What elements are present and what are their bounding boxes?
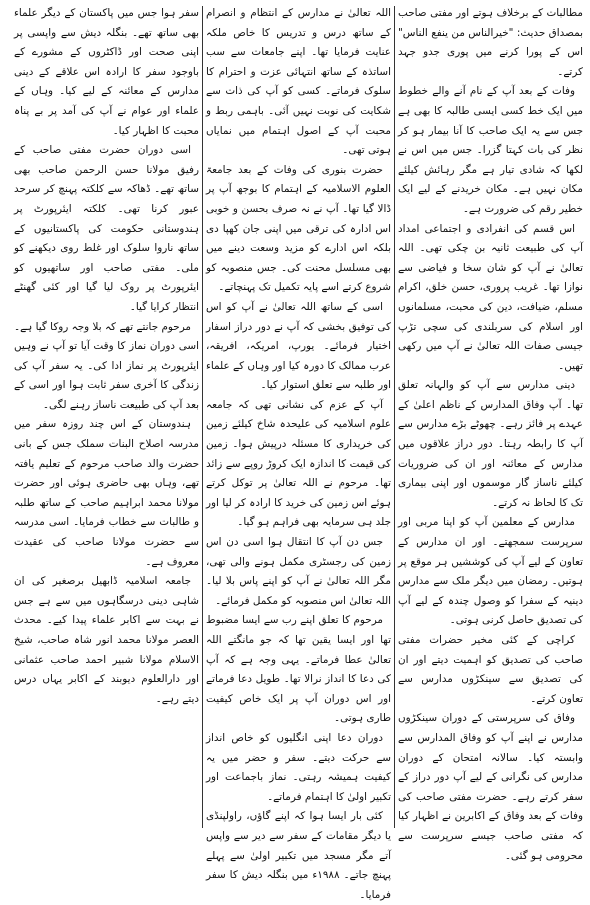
paragraph: کئی بار ایسا ہوا کہ اپنے گاؤں، راولپنڈی یا دیگر مقامات کے سفر سے دیر سے واپس آتے مگر مسجد میں تکبیر اولیٰ سے پہلے پہنچ جاتے۔ ۱۹۸۸ء میں بنگلہ دیش کا سفر فرمایا۔ bbox=[206, 810, 391, 901]
paragraph: مرحوم جانتے تھے کہ بلا وجہ روکا گیا ہے۔ اسی دوران نماز کا وقت آیا تو آپ نے وہیں ایئرپورٹ پر نماز ادا کی۔ یہ سفر آپ کی زندگی کا آخری سفر ثابت ہوا اور اسی کے بعد آپ کی طبیعت ناساز رہنے لگی۔ bbox=[14, 320, 199, 411]
paragraph: اس قسم کی انفرادی و اجتماعی امداد آپ کی طبیعت ثانیہ بن چکی تھی۔ اللہ تعالیٰ نے آپ کو شان سخا و فیاضی سے نوازا تھا۔ غریب پروری، حسن خلق، اکرام مسلم، ضیافت، دین کی محبت، مسلمانوں اور اسلام کی سربلندی کی سچی تڑپ جیسی صفات اللہ تعالیٰ نے آپ میں رکھی تھیں۔ bbox=[398, 222, 583, 372]
paragraph: جس دن آپ کا انتقال ہوا اسی دن اس زمین کی رجسٹری مکمل ہونے والی تھی، مگر اللہ تعالیٰ نے آپ کو اپنے پاس بلا لیا۔ اللہ تعالیٰ اس منصوبہ کو مکمل فرمائے۔ bbox=[206, 536, 391, 607]
paragraph: جامعہ اسلامیہ ڈابھیل برصغیر کی ان شاہی دینی درسگاہوں میں سے ہے جس نے بہت سے اکابر علماء پیدا کیے۔ محدث العصر مولانا محمد انور شاہ صاحب، شیخ الاسلام مولانا شبیر احمد صاحب عثمانی اور دارالعلوم دیوبند کے اکابر یہاں درس دیتے رہے۔ bbox=[14, 575, 199, 705]
column-divider bbox=[202, 6, 203, 828]
paragraph: وفاق کی سرپرستی کے دوران سینکڑوں مدارس نے اپنے آپ کو وفاق المدارس سے وابستہ کیا۔ سالانہ امتحان کے دوران مدارس کی نگرانی کے لیے آپ دور دراز کے سفر کرتے رہے۔ حضرت مفتی صاحب کی وفات کے بعد وفاق کے اکابرین نے اظہار کیا کہ مفتی صاحب جیسے سرپرست سے محرومی ہو گئی۔ bbox=[398, 712, 583, 862]
paragraph: اللہ تعالیٰ نے مدارس کے انتظام و انصرام کے ساتھ درس و تدریس کا خاص ملکہ عنایت فرمایا تھا۔ اپنے جامعات سے سب اساتذہ کے ساتھ انتہائی عزت و احترام کا سلوک فرماتے۔ کسی کو آپ کی ذات سے شکایت کی نوبت نہیں آئی۔ باہمی ربط و محبت آپ کے اصول اہتمام میں نمایاں ہوتی تھی۔ bbox=[206, 7, 391, 157]
paragraph: ہندوستان کے اس چند روزہ سفر میں مدرسہ اصلاح البنات سملک جس کے بانی حضرت والد صاحب مرحوم کے تعلیم یافتہ تھے، وہاں بھی حاضری ہوئی اور حضرت مولانا محمد ابراہیم صاحب کے ساتھ طلبہ و طالبات سے خطاب فرمایا۔ اسی مدرسہ سے حضرت مولانا صاحب کی عقیدت معروف ہے۔ bbox=[14, 418, 199, 568]
column-middle bbox=[203, 4, 394, 901]
paragraph: اسی کے ساتھ اللہ تعالیٰ نے آپ کو اس کی توفیق بخشی کہ آپ نے دور دراز اسفار اختیار فرمائے۔ یورپ، امریکہ، افریقہ، عرب ممالک کا دورہ کیا اور وہاں کے علماء اور طلبہ سے تعلق استوار کیا۔ bbox=[205, 300, 391, 392]
paragraph: دوران دعا اپنی انگلیوں کو خاص انداز سے حرکت دیتے۔ سفر و حضر میں یہ کیفیت ہمیشہ رہتی۔ نماز باجماعت اور تکبیر اولیٰ کا اہتمام فرماتے۔ bbox=[206, 731, 391, 803]
paragraph: مدارس کے معلمین آپ کو اپنا مربی اور سرپرست سمجھتے۔ اور ان مدارس کے تعاون کے لیے آپ کی کوششیں ہر موقع پر ہوتیں۔ رمضان میں دیگر ملک سے مدارس دینیہ کے سفرا کو وصول چندہ کے لیے آپ کی تصدیق حاصل کرنی ہوتی۔ bbox=[398, 516, 583, 627]
paragraph: دینی مدارس سے آپ کو والہانہ تعلق تھا۔ آپ وفاق المدارس کے ناظم اعلیٰ کے عہدے پر فائز رہے۔ چھوٹے بڑے مدارس سے آپ کا رابطہ رہتا۔ دور دراز علاقوں میں مدارس کے معائنہ اور ان کی ضروریات کیلئے ناساز گار موسموں اور اپنی بیماری تک کا لحاظ نہ کرتے۔ bbox=[398, 379, 583, 509]
column-left bbox=[11, 4, 202, 834]
paragraph: حضرت بنوری کی وفات کے بعد جامعۃ العلوم الاسلامیہ کے اہتمام کا بوجھ آپ پر ڈالا گیا تھا۔ آپ نے نہ صرف بحسن و خوبی اس ادارہ کی ترقی میں اپنی جان کھپا دی بلکہ اس ادارے کو مزید وسعت دینے میں بھی مسلسل محنت کی۔ جس منصوبہ کو شروع کرتے اسے پایہ تکمیل تک پہنچاتے۔ bbox=[206, 163, 391, 294]
column-divider bbox=[394, 6, 395, 828]
paragraph: مطالبات کے برخلاف ہوتے اور مفتی صاحب بمصداق حدیث: "خیرالناس من ینفع الناس" اس کے پورا کرنے میں پوری جدو جہد کرتے۔ bbox=[398, 7, 583, 78]
column-right bbox=[395, 4, 586, 862]
paragraph: سفر ہوا جس میں پاکستان کے دیگر علماء بھی ساتھ تھے۔ بنگلہ دیش سے واپسی پر اپنی صحت اور ڈاکٹروں کے مشورے کے باوجود سفر کا ارادہ اس علاقے کے دینی مدارس کے معائنہ کے لیے کیا۔ وہاں کے علماء اور عوام نے آپ کی آمد پر بے پناہ محبت کا اظہار کیا۔ bbox=[14, 7, 199, 137]
paragraph: آپ کے عزم کی نشانی تھی کہ جامعہ علوم اسلامیہ کی علیحدہ شاخ کیلئے زمین کی خریداری کا مسئلہ درپیش ہوا۔ زمین کی قیمت کا اندازہ ایک کروڑ روپے سے زائد تھا۔ مرحوم نے اللہ تعالیٰ پر توکل کرتے ہوئے اس زمین کی خرید کا ارادہ کر لیا اور جلد ہی سرمایہ بھی فراہم ہو گیا۔ bbox=[206, 398, 391, 529]
paragraph: وفات کے بعد آپ کے نام آنے والے خطوط میں ایک خط کسی ایسی طالبہ کا بھی ہے جس سے یہ ایک صاحب کا آنا بیمار ہو کر نظر کی بات کہتا گزرا۔ جس میں اس نے لکھا کہ شادی تیار ہے مگر رہائش کیلئے مکان نہیں ہے۔ مکان خریدنے کے لیے ایک خطیر رقم کی ضرورت ہے۔ bbox=[398, 85, 583, 215]
paragraph: کراچی کے کئی مخیر حضرات مفتی صاحب کی تصدیق کو اہمیت دیتے اور ان کی تصدیق سے سینکڑوں مدارس سے تعاون کرتے۔ bbox=[398, 634, 583, 705]
paragraph: مرحوم کا تعلق اپنے رب سے ایسا مضبوط تھا اور ایسا یقین تھا کہ جو مانگتے اللہ تعالیٰ عطا فرماتے۔ یہی وجہ ہے کہ آپ کی دعا کا انداز نرالا تھا۔ طویل دعا فرماتے اور اس دوران آپ پر ایک خاص کیفیت طاری ہوتی۔ bbox=[206, 614, 391, 725]
paragraph: اسی دوران حضرت مفتی صاحب کے رفیق مولانا حسن الرحمن صاحب بھی ساتھ تھے۔ ڈھاکہ سے کلکتہ پہنچ کر سرحد عبور کرنا تھی۔ کلکتہ ایئرپورٹ پر ہندوستانی حکومت کی پاکستانیوں کے ساتھ ناروا سلوک اور غلط روی دیکھنے کو ملی۔ مفتی صاحب اور ساتھیوں کو ایئرپورٹ پر روک لیا گیا اور کئی گھنٹے انتظار کرایا گیا۔ bbox=[14, 144, 199, 313]
